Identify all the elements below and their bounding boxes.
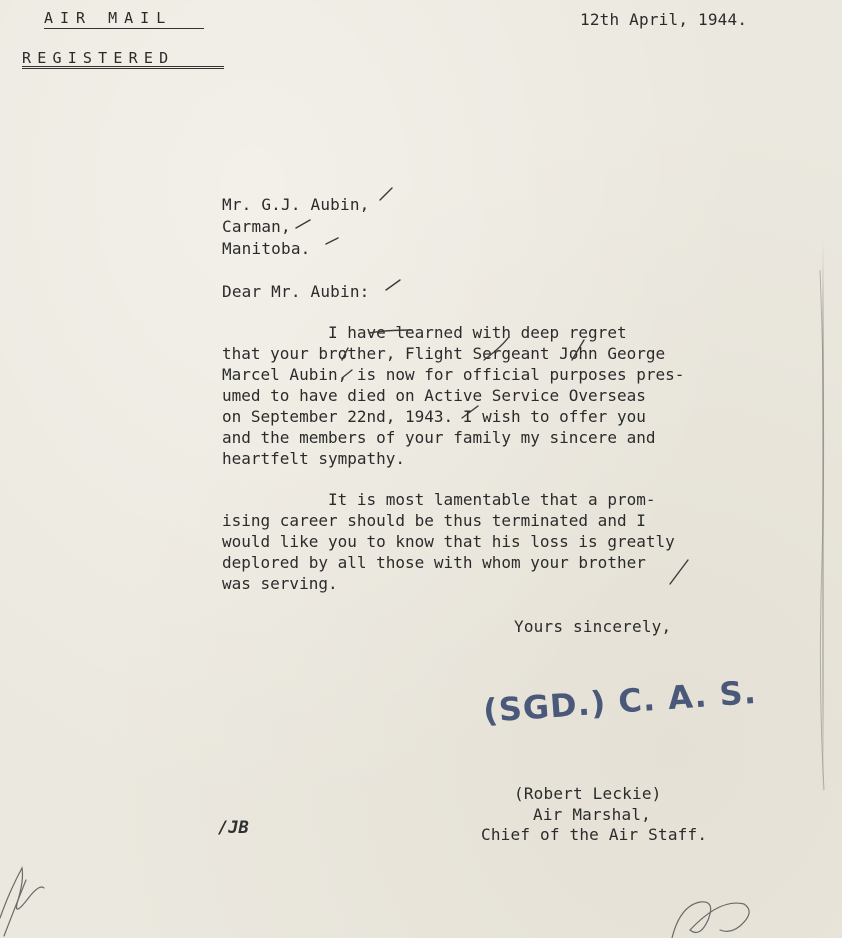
check-mark	[326, 238, 338, 244]
address-line-province: Manitoba.	[222, 239, 311, 258]
closing: Yours sincerely,	[514, 617, 672, 636]
body-paragraph-1	[222, 322, 684, 469]
typist-initials: /JB	[218, 818, 249, 838]
paragraph-line: umed to have died on Active Service Overseas	[222, 386, 646, 405]
check-mark	[296, 220, 310, 228]
address-line-town: Carman,	[222, 217, 291, 236]
signatory-name: (Robert Leckie)	[514, 784, 662, 803]
address-line-name: Mr. G.J. Aubin,	[222, 195, 370, 214]
air-mail-label: AIR MAIL	[44, 9, 173, 27]
signature-stamp: (SGD.) C. A. S.	[481, 672, 758, 730]
handwriting-mark	[672, 902, 749, 938]
letter-date: 12th April, 1944.	[580, 10, 748, 29]
air-mail-underline	[44, 28, 204, 29]
handwriting-mark	[0, 868, 44, 918]
paragraph-line: ising career should be thus terminated and I	[222, 511, 646, 530]
check-mark	[380, 188, 392, 200]
check-mark	[386, 280, 400, 290]
registered-label: REGISTERED	[22, 49, 175, 67]
body-paragraph-2	[222, 489, 675, 594]
paragraph-line: would like you to know that his loss is greatly	[222, 532, 675, 551]
paragraph-line: I have learned with deep regret	[222, 323, 627, 342]
paragraph-line: that your brother, Flight Sergeant John George	[222, 344, 666, 363]
handwriting-mark	[4, 880, 26, 936]
paragraph-line: was serving.	[222, 574, 338, 593]
paper-fold-edge	[822, 240, 824, 800]
registered-underline	[22, 66, 224, 69]
signatory-title: Chief of the Air Staff.	[481, 825, 708, 844]
paragraph-line: on September 22nd, 1943. I wish to offer you	[222, 407, 646, 426]
paragraph-line: heartfelt sympathy.	[222, 449, 406, 468]
salutation: Dear Mr. Aubin:	[222, 282, 370, 301]
signatory-rank: Air Marshal,	[533, 805, 651, 824]
paragraph-line: It is most lamentable that a prom-	[222, 490, 656, 509]
paragraph-line: deplored by all those with whom your brother	[222, 553, 646, 572]
paragraph-line: and the members of your family my sincere and	[222, 428, 656, 447]
paragraph-line: Marcel Aubin, is now for official purposes pres-	[222, 365, 685, 384]
